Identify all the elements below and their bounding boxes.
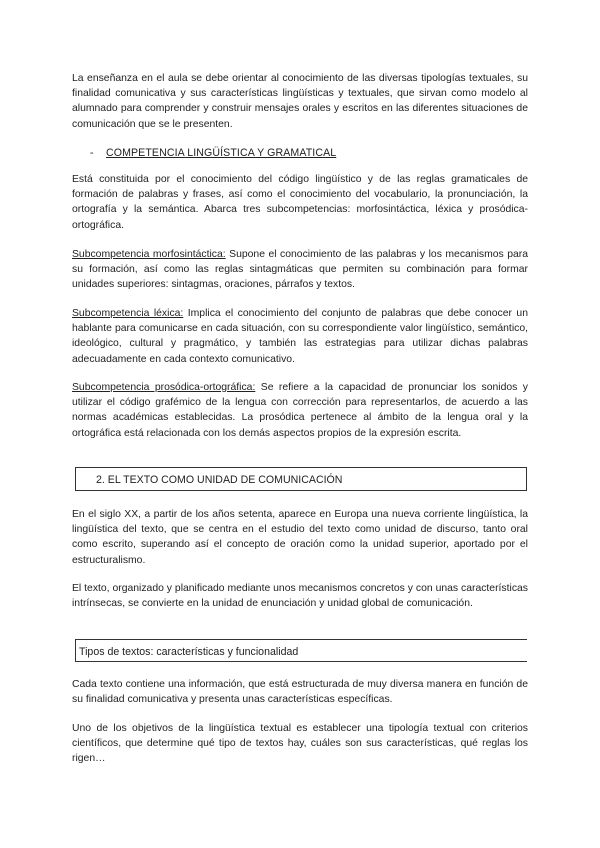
- sub-morfosintactica-label: Subcompetencia morfosintáctica:: [72, 249, 226, 260]
- sub-prosodica-paragraph: [72, 380, 528, 441]
- bullet-dash: -: [90, 147, 94, 159]
- sub-lexica-label: Subcompetencia léxica:: [72, 308, 184, 319]
- section2-paragraph-1: En el siglo XX, a partir de los años setenta, aparece en Europa una nueva corriente lingüística, la lingüística del texto, que se centra en el estudio del texto como unidad de discurso, tanto oral como escrito, superando así el concepto de oración como la unidad superior, aportado por el estructuralismo.: [72, 509, 528, 566]
- sub-morfosintactica-paragraph: [72, 247, 528, 293]
- intro-paragraph: La enseñanza en el aula se debe orientar al conocimiento de las diversas tipologías textuales, su finalidad comunicativa y sus características lingüísticas y textuales, que sirvan como modelo al alumnado para comprender y construir mensajes orales y escritos en las diferentes situaciones de comunicación que se le presenten.: [72, 73, 528, 130]
- sub-lexica-paragraph: [72, 306, 528, 367]
- sub-morfosintactica-text: Supone el conocimiento de las palabras y los mecanismos para su formación, así como las reglas sintagmáticas que permiten su combinación para formar unidades superiores: sintagmas, oraciones, párrafos y textos.: [72, 249, 528, 291]
- competencia-paragraph: Está constituida por el conocimiento del código lingüístico y de las reglas gramaticales de formación de palabras y frases, así como el conocimiento del vocabulario, la pronunciación, la ortografía y la semántica. Abarca tres subcompetencias: morfosintáctica, léxica y prosódica-ortográfica.: [72, 174, 528, 231]
- sub-prosodica-label: Subcompetencia prosódica-ortográfica:: [72, 382, 256, 393]
- section2-heading-box: [75, 467, 527, 491]
- competencia-heading: [90, 146, 336, 161]
- section2-paragraph-2: El texto, organizado y planificado mediante unos mecanismos concretos y con unas características intrínsecas, se convierte en la unidad de enunciación y unidad global de comunicación.: [72, 583, 528, 610]
- tipos-heading-box: [75, 639, 527, 662]
- section2-heading: 2. EL TEXTO COMO UNIDAD DE COMUNICACIÓN: [96, 474, 343, 486]
- sub-prosodica-text: Se refiere a la capacidad de pronunciar los sonidos y utilizar el código grafémico de la lengua con corrección para representarlos, de acuerdo a las normas académicas establecidas. La prosódica pertenece al ámbito de la lengua oral y la ortográfica está relacionada con los demás aspectos propios de la expresión escrita.: [72, 382, 528, 439]
- tipos-paragraph-2: Uno de los objetivos de la lingüística textual es establecer una tipología textual con criterios científicos, que determine qué tipo de textos hay, cuáles son sus características, qué reglas los rigen…: [72, 723, 528, 765]
- tipos-heading: Tipos de textos: características y funcionalidad: [79, 646, 299, 658]
- tipos-paragraph-1: Cada texto contiene una información, que está estructurada de muy diversa manera en función de su finalidad comunicativa y presenta unas características específicas.: [72, 679, 528, 706]
- sub-lexica-text: Implica el conocimiento del conjunto de palabras que debe conocer un hablante para comunicarse en cada situación, con su correspondiente valor lingüístico, semántico, ideológico, cultural y pragmático, y también las estrategias para utilizar dichas palabras adecuadamente en cada contexto comunicativo.: [72, 308, 528, 365]
- competencia-title: COMPETENCIA LINGÜÍSTICA Y GRAMATICAL: [106, 147, 337, 159]
